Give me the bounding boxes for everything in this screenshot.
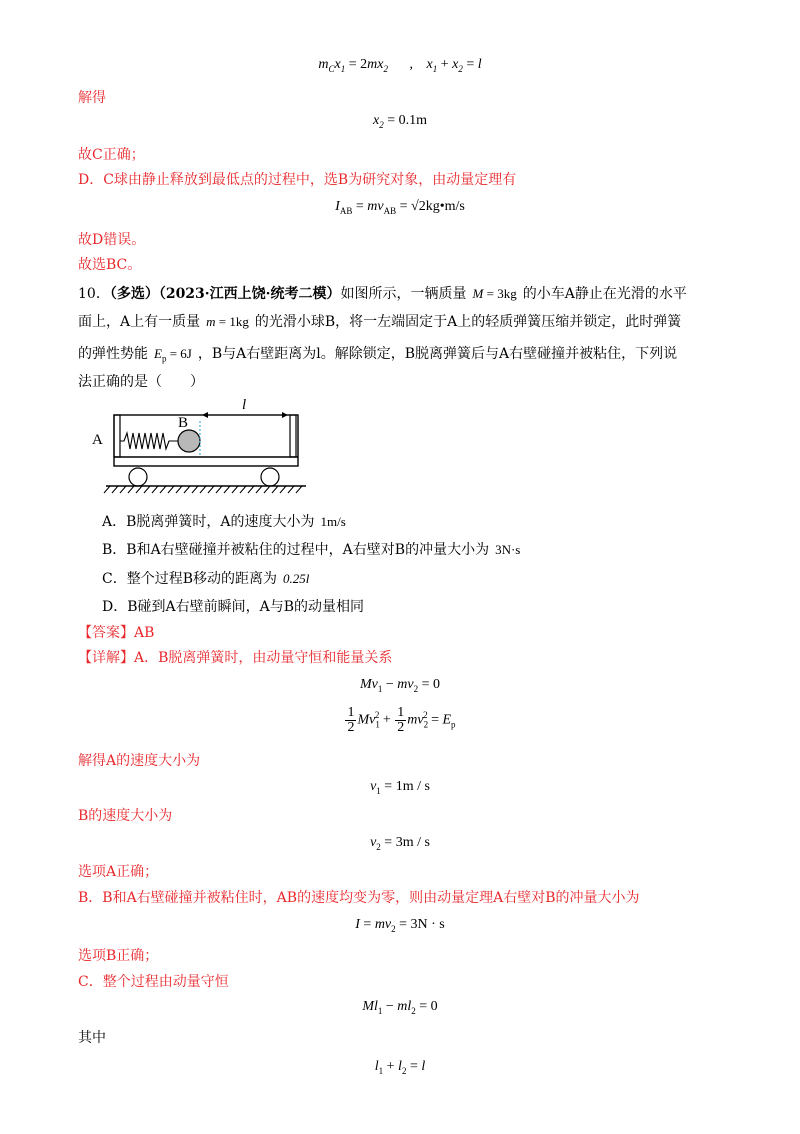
question-text: 的弹性势能	[78, 346, 148, 362]
wheel-left	[129, 468, 147, 486]
select-bc-text: 故选BC。	[78, 257, 142, 273]
answer-text: 【答案】AB	[78, 625, 155, 641]
figure-label-a: A	[92, 432, 103, 448]
option-b-value: 3N·s	[495, 542, 521, 557]
equation-l: $l_1 + l_2 = l$	[374, 1059, 426, 1076]
detail-b-text: B．B和A右壁碰撞并被粘住时，AB的速度均变为零，则由动量定理A右壁对B的冲量大小为	[78, 890, 640, 906]
question-10-line-4: 法正确的是（ ）	[78, 374, 204, 390]
question-number: 10．	[78, 286, 110, 302]
solve-a-speed-text: 解得A的速度大小为	[78, 753, 201, 769]
figure-label-l: l	[242, 397, 247, 413]
cart-spring-figure	[92, 395, 322, 495]
d-analysis-text: D．C球由静止释放到最低点的过程中，选B为研究对象，由动量定理有	[78, 172, 517, 188]
question-text: 如图所示，一辆质量	[340, 286, 467, 302]
option-d[interactable]	[102, 597, 364, 617]
equation-momentum: $Mv_1 - mv_2 = 0$	[359, 677, 441, 694]
ground-hatch	[104, 486, 302, 493]
d-wrong-text: 故D错误。	[78, 232, 146, 248]
equation-v1: $v_1 = 1m / s$	[370, 779, 430, 796]
option-a[interactable]	[102, 512, 352, 532]
option-c-value: 0.25l	[283, 571, 310, 586]
option-b-correct-text: 选项B正确；	[78, 948, 159, 964]
question-text: 的光滑小球B，将一左端固定于A上的轻质弹簧压缩并锁定，此时弹簧	[254, 314, 682, 330]
cart-right-wall	[290, 415, 296, 457]
question-tag: （多选）	[109, 286, 159, 302]
option-a-correct-text: 选项A正确；	[78, 864, 159, 880]
wheel-right	[261, 468, 279, 486]
question-10-line-1	[78, 284, 687, 304]
cart-left-wall	[114, 415, 120, 457]
option-b[interactable]	[102, 540, 526, 560]
c-correct-text: 故C正确；	[78, 147, 145, 163]
question-10-line-2	[78, 312, 681, 332]
question-text: 面上，A上有一质量	[78, 314, 201, 330]
ball-b	[178, 430, 200, 452]
where-text: 其中	[78, 1030, 106, 1046]
option-c[interactable]	[102, 569, 315, 589]
equation-impulse: $I = mv_2 = 3N \cdot s$	[355, 917, 445, 934]
question-10-line-3	[78, 344, 677, 369]
option-b-text: B．B和A右壁碰撞并被粘住的过程中，A右壁对B的冲量大小为	[102, 542, 490, 558]
question-source: （2023·江西上饶·统考二模）	[158, 286, 341, 302]
equation-v2: $v_2 = 3m / s$	[370, 835, 430, 852]
equation-ml: $Ml_1 - ml_2 = 0$	[362, 999, 438, 1016]
detail-label: 【详解】	[78, 650, 134, 666]
detail-a-text: A．B脱离弹簧时，由动量守恒和能量关系	[134, 650, 393, 666]
equation-energy: $\frac{1}{2}$ $Mv_1^2$ + $\frac{1}{2}$ $mv_2^2 = E_p$	[347, 705, 456, 735]
figure-label-b: B	[178, 415, 189, 431]
equation-x2: $x_2 = 0.1m$	[372, 113, 427, 130]
equation-top: $m_Cx_1 = 2mx_2$ , $x_1 + x_2 = l$	[318, 57, 482, 74]
b-speed-text: B的速度大小为	[78, 808, 173, 824]
detail-a-line	[78, 648, 392, 668]
option-a-text: A．B脱离弹簧时，A的速度大小为	[102, 514, 315, 530]
question-text: ，B与A右壁距离为l。解除锁定，B脱离弹簧后与A右壁碰撞并被粘住，下列说	[197, 346, 678, 362]
energy-value: $E_p = 6J$	[154, 346, 192, 364]
detail-c-text: C．整个过程由动量守恒	[78, 974, 229, 990]
mass-M-value: M = 3kg	[472, 286, 517, 301]
question-text: 的小车A静止在光滑的水平	[522, 286, 687, 302]
spring	[120, 433, 178, 449]
mass-m-value: m = 1kg	[206, 314, 249, 329]
option-a-value: 1m/s	[320, 514, 346, 529]
cart-body	[114, 415, 298, 466]
option-d-text: D．B碰到A右壁前瞬间，A与B的动量相同	[102, 599, 365, 615]
equation-iab: $I_{AB} = mv_{AB}$ = √2kg•m/s	[335, 199, 465, 216]
option-c-text: C．整个过程B移动的距离为	[102, 571, 277, 587]
solve-label-1: 解得	[78, 90, 106, 106]
